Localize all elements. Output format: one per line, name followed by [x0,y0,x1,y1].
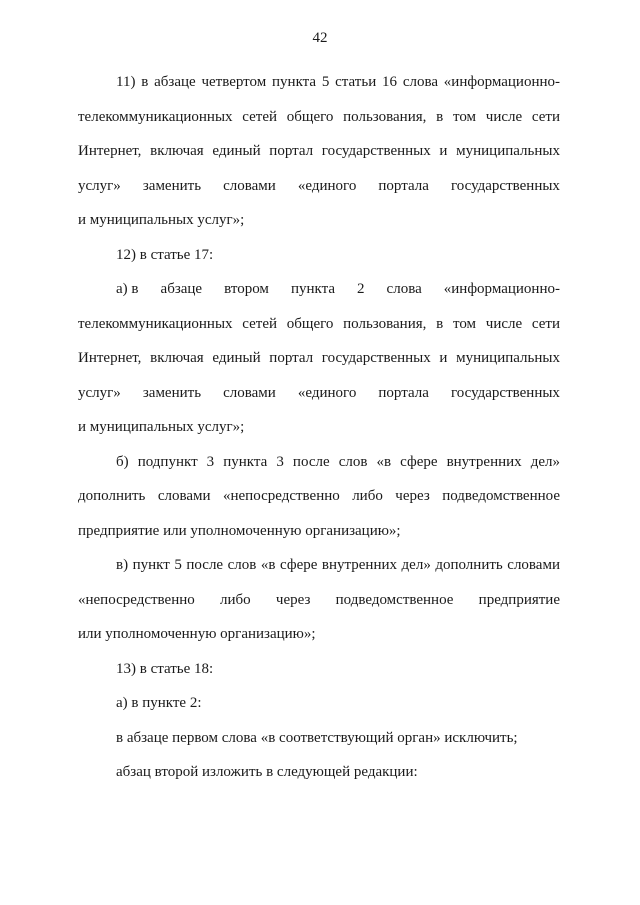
paragraph-11-line-1: 11) в абзаце четвертом пункта 5 статьи 16 слова «информационно- [116,74,560,90]
page-number: 42 [312,30,328,46]
paragraph-13-line-second: абзац второй изложить в следующей редакции: [116,764,418,780]
paragraph-12-heading: 12) в статье 17: [116,246,214,263]
paragraph-12-b-line-1: б) подпункт 3 пункта 3 после слов «в сфере внутренних дел» [116,453,560,470]
paragraph-13-a: а) в пункте 2: [116,695,202,711]
paragraph-12-v-line-2: «непосредственно либо через подведомственное предприятие [78,591,560,608]
paragraph-12-a-line-5: и муниципальных услуг»; [78,419,245,435]
paragraph-11-line-2: телекоммуникационных сетей общего пользования, в том числе сети [78,108,560,125]
paragraph-11-line-3: Интернет, включая единый портал государственных и муниципальных [78,143,560,159]
paragraph-12-a-line-3: Интернет, включая единый портал государственных и муниципальных [78,350,560,366]
paragraph-12-b-line-3: предприятие или уполномоченную организацию»; [78,522,401,539]
paragraph-12-b-line-2: дополнить словами «непосредственно либо через подведомственное [78,488,560,504]
paragraph-12-a [78,272,560,445]
paragraph-11-line-5: и муниципальных услуг»; [78,212,245,228]
paragraph-12-a-line-2: телекоммуникационных сетей общего пользования, в том числе сети [78,315,560,332]
paragraph-12-v [78,548,560,652]
document-body [78,65,560,790]
paragraph-13-heading: 13) в статье 18: [116,660,214,677]
paragraph-11 [78,65,560,238]
paragraph-12-v-line-1: в) пункт 5 после слов «в сфере внутренних дел» дополнить словами [116,557,560,573]
paragraph-11-line-4: услуг» заменить словами «единого портала государственных [78,177,560,194]
paragraph-13-line-first: в абзаце первом слова «в соответствующий орган» исключить; [116,729,518,746]
paragraph-12-a-line-4: услуг» заменить словами «единого портала государственных [78,384,560,401]
paragraph-12-v-line-3: или уполномоченную организацию»; [78,626,316,642]
paragraph-12-a-line-1: а) в абзаце втором пункта 2 слова «информационно- [116,281,560,297]
paragraph-12-b [78,445,560,549]
